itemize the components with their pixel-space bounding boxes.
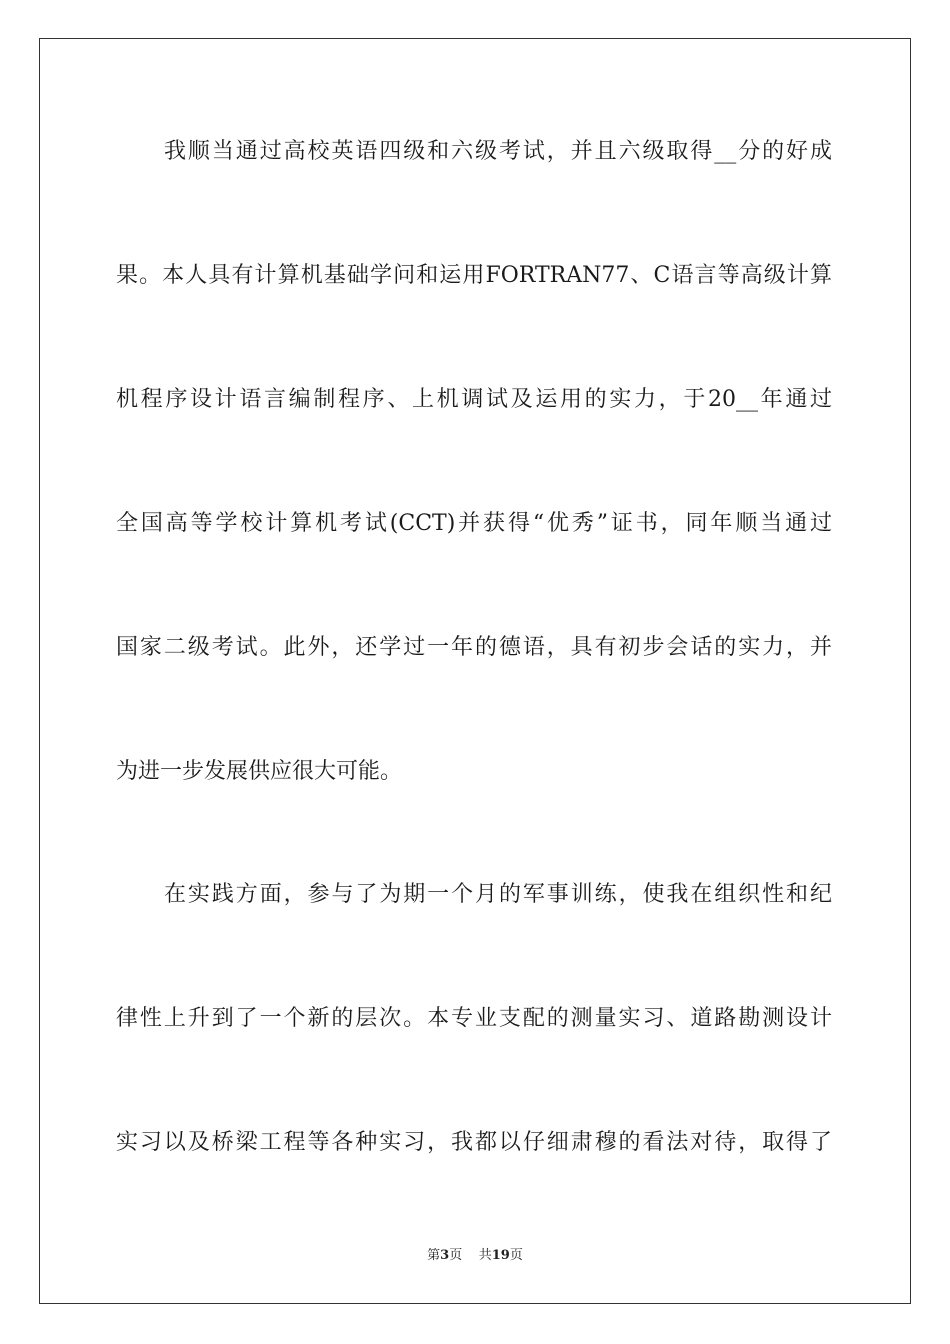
footer-prefix: 第: [427, 1248, 441, 1263]
paragraph-line: 国家二级考试。此外，还学过一年的德语，具有初步会话的实力，并: [116, 635, 832, 660]
page-footer: [0, 1246, 950, 1266]
footer-page-suffix: 页: [449, 1248, 463, 1263]
paragraph-line: 在实践方面，参与了为期一个月的军事训练，使我在组织性和纪: [164, 882, 832, 907]
current-page-number: 3: [440, 1248, 450, 1263]
paragraph-line: 全国高等学校计算机考试(CCT)并获得“优秀”证书，同年顺当通过: [116, 511, 832, 536]
paragraph-line: 为进一步发展供应很大可能。: [116, 759, 403, 784]
total-page-count: 19: [491, 1248, 510, 1263]
paragraph-line: 实习以及桥梁工程等各种实习，我都以仔细肃穆的看法对待，取得了: [116, 1130, 832, 1155]
footer-total-suffix: 页: [509, 1248, 523, 1263]
paragraph-line: 机程序设计语言编制程序、上机调试及运用的实力，于20__年通过: [116, 387, 832, 412]
paragraph-line: 我顺当通过高校英语四级和六级考试，并且六级取得__分的好成: [164, 139, 832, 164]
page-border: [39, 38, 911, 1304]
paragraph-line: 果。本人具有计算机基础学问和运用FORTRAN77、C语言等高级计算: [116, 263, 832, 288]
paragraph-line: 律性上升到了一个新的层次。本专业支配的测量实习、道路勘测设计: [116, 1006, 832, 1031]
footer-total-prefix: 共: [478, 1248, 492, 1263]
